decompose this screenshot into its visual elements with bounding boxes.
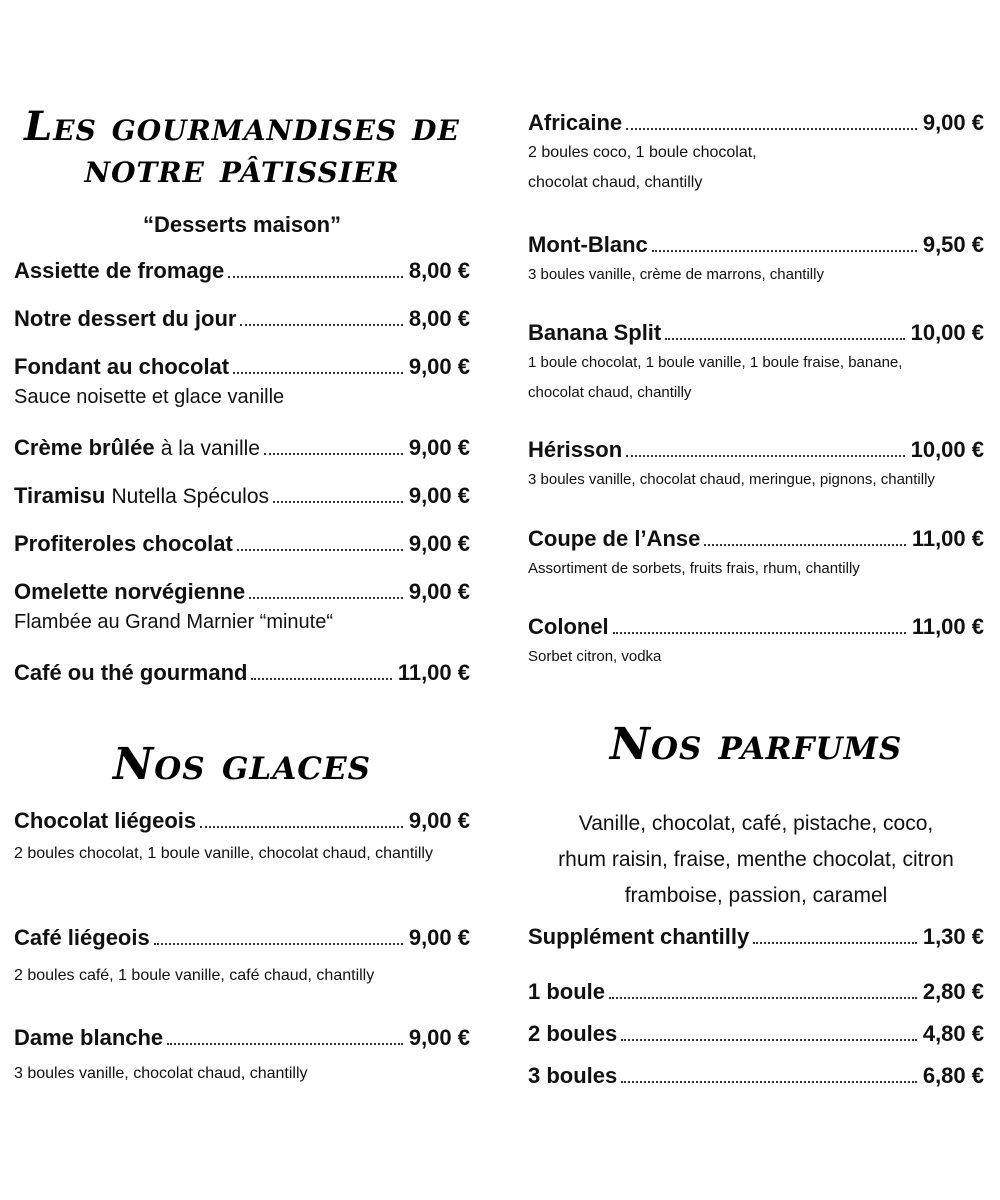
dessert-item: [14, 258, 470, 284]
item-description: Sorbet citron, vodka: [528, 648, 662, 665]
item-price: 9,00 €: [408, 435, 470, 460]
item-name-main: Crème brûlée: [14, 435, 155, 460]
leader-dots: [621, 1081, 917, 1083]
flavors-line: Vanille, chocolat, café, pistache, coco,: [578, 812, 934, 835]
desserts-subtitle: “Desserts maison”: [142, 212, 342, 237]
item-name: Fondant au chocolat: [14, 354, 230, 379]
item-name: 3 boules: [528, 1063, 618, 1088]
item-price: 9,00 €: [408, 579, 470, 604]
item-description: 3 boules vanille, chocolat chaud, chantilly: [14, 1065, 308, 1082]
leader-dots: [753, 942, 917, 944]
item-name: Banana Split: [528, 320, 662, 345]
item-price: 11,00 €: [911, 614, 984, 639]
glace-item: [14, 1025, 470, 1089]
item-name-extra: Nutella Spéculos: [111, 485, 270, 508]
item-price: 9,00 €: [408, 483, 470, 508]
supplement-item: [528, 924, 984, 950]
boule-item: [528, 1021, 984, 1047]
dessert-item: [14, 660, 470, 686]
item-name-main: Tiramisu: [14, 483, 106, 508]
item-price: 10,00 €: [910, 437, 984, 462]
leader-dots: [228, 276, 403, 278]
item-price: 9,00 €: [408, 925, 470, 950]
leader-dots: [273, 501, 403, 503]
leader-dots: [154, 943, 403, 945]
parfums-title: Nos parfums: [609, 719, 903, 770]
boule-item: [528, 1063, 984, 1089]
item-description: 1 boule chocolat, 1 boule vanille, 1 boule fraise, banane, chocolat chaud, chantilly: [528, 354, 903, 401]
leader-dots: [665, 338, 904, 340]
dessert-item: [14, 531, 470, 557]
item-name: Supplément chantilly: [528, 924, 750, 949]
leader-dots: [626, 455, 904, 457]
leader-dots: [249, 597, 403, 599]
item-name: Coupe de l’Anse: [528, 526, 701, 551]
leader-dots: [240, 324, 402, 326]
coupe-item: [528, 320, 984, 408]
item-name: [14, 483, 269, 509]
dessert-item: [14, 306, 470, 332]
item-price: 9,00 €: [408, 808, 470, 833]
item-description: 2 boules chocolat, 1 boule vanille, chocolat chaud, chantilly: [14, 845, 433, 862]
flavors-line: framboise, passion, caramel: [624, 884, 888, 907]
item-name: Chocolat liégeois: [14, 808, 197, 833]
item-name: Dame blanche: [14, 1025, 164, 1050]
item-description: Flambée au Grand Marnier “minute“: [14, 611, 334, 633]
item-name: Africaine: [528, 110, 623, 135]
coupe-item: [528, 110, 984, 198]
glace-item: [14, 808, 470, 868]
flavors-line: rhum raisin, fraise, menthe chocolat, citron: [558, 848, 954, 871]
item-name: Omelette norvégienne: [14, 579, 246, 604]
leader-dots: [251, 678, 391, 680]
leader-dots: [200, 826, 403, 828]
item-price: 9,00 €: [408, 531, 470, 556]
item-price: 10,00 €: [910, 320, 984, 345]
leader-dots: [609, 997, 917, 999]
item-description: 2 boules café, 1 boule vanille, café chaud, chantilly: [14, 967, 375, 984]
coupe-item: [528, 232, 984, 290]
leader-dots: [621, 1039, 917, 1041]
item-price: 8,00 €: [408, 258, 470, 283]
item-price: 2,80 €: [922, 979, 984, 1004]
item-price: 4,80 €: [922, 1021, 984, 1046]
dessert-item: [14, 579, 470, 637]
leader-dots: [626, 128, 917, 130]
boule-item: [528, 979, 984, 1005]
item-name: Assiette de fromage: [14, 258, 225, 283]
leader-dots: [652, 250, 917, 252]
leader-dots: [704, 544, 905, 546]
item-name: Café liégeois: [14, 925, 150, 950]
glaces-title: Nos glaces: [113, 739, 371, 790]
item-name: 1 boule: [528, 979, 606, 1004]
item-price: 9,50 €: [922, 232, 984, 257]
item-description: Assortiment de sorbets, fruits frais, rhum, chantilly: [528, 560, 860, 577]
item-description: 3 boules vanille, chocolat chaud, meringue, pignons, chantilly: [528, 471, 935, 488]
coupe-item: [528, 614, 984, 672]
leader-dots: [167, 1043, 403, 1045]
item-price: 8,00 €: [408, 306, 470, 331]
item-price: 9,00 €: [922, 110, 984, 135]
desserts-title-line2: notre pâtissier: [84, 145, 400, 192]
item-price: 11,00 €: [911, 526, 984, 551]
item-price: 9,00 €: [408, 1025, 470, 1050]
item-name: Profiteroles chocolat: [14, 531, 233, 556]
coupe-item: [528, 437, 984, 495]
flavors-list: [528, 806, 984, 914]
dessert-item: [14, 435, 470, 461]
item-price: 6,80 €: [922, 1063, 984, 1088]
glace-item: [14, 925, 470, 991]
item-name: Hérisson: [528, 437, 623, 462]
item-description: Sauce noisette et glace vanille: [14, 386, 285, 408]
item-name: Café ou thé gourmand: [14, 660, 248, 685]
leader-dots: [237, 549, 403, 551]
item-price: 9,00 €: [408, 354, 470, 379]
item-name: Mont-Blanc: [528, 232, 648, 257]
desserts-title: [14, 103, 470, 192]
item-name: 2 boules: [528, 1021, 618, 1046]
item-name-extra: à la vanille: [160, 437, 260, 460]
item-name: [14, 435, 260, 461]
dessert-item: [14, 354, 470, 412]
leader-dots: [264, 453, 403, 455]
item-price: 11,00 €: [397, 660, 470, 685]
leader-dots: [613, 632, 906, 634]
dessert-item: [14, 483, 470, 509]
coupe-item: [528, 526, 984, 584]
desserts-title-line1: Les gourmandises de: [24, 103, 460, 150]
leader-dots: [233, 372, 403, 374]
item-description: 2 boules coco, 1 boule chocolat, chocolat chaud, chantilly: [528, 144, 757, 191]
item-name: Notre dessert du jour: [14, 306, 237, 331]
item-description: 3 boules vanille, crème de marrons, chantilly: [528, 266, 824, 283]
item-name: Colonel: [528, 614, 609, 639]
item-price: 1,30 €: [922, 924, 984, 949]
